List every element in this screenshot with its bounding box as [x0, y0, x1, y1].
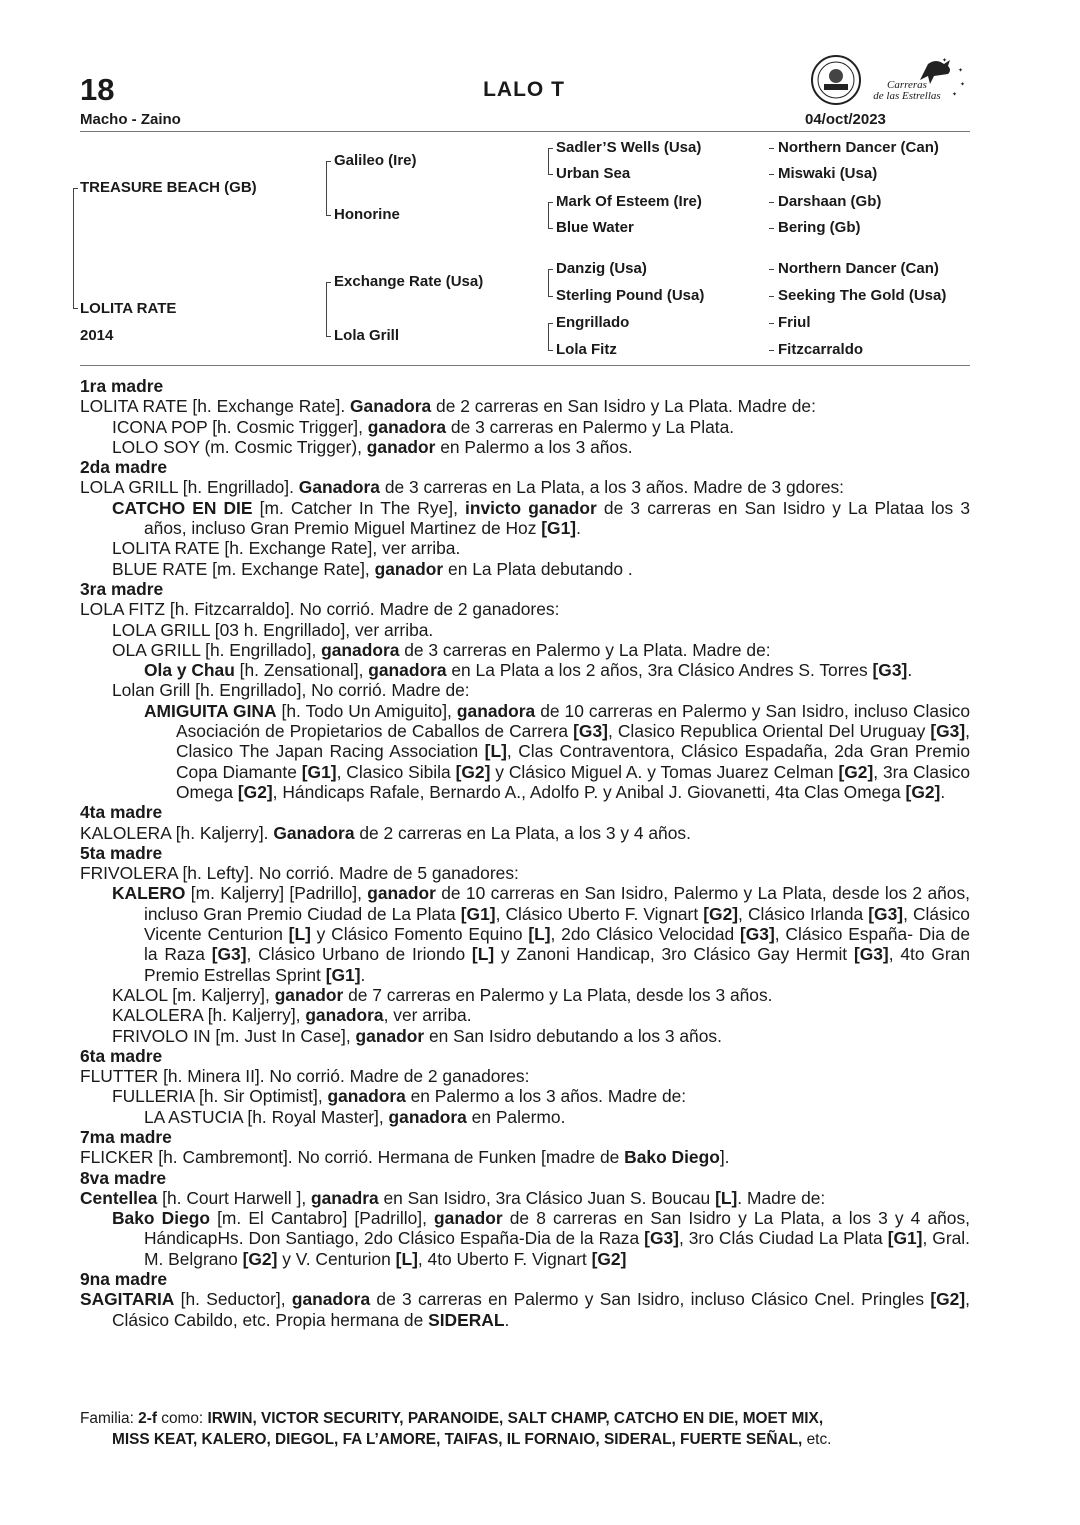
gen4-item: Northern Dancer (Can) [778, 260, 939, 277]
family-line: SAGITARIA [h. Seductor], ganadora de 3 carreras en Palermo y San Isidro, incluso Clásico Cnel. Pringles [G2], Clásico Cabildo, etc. Propia hermana de SIDERAL. [80, 1289, 970, 1330]
divider-bottom [80, 365, 970, 366]
gen4-item: Darshaan (Gb) [778, 193, 882, 210]
family-line: KALOLERA [h. Kaljerry], ganadora, ver arriba. [112, 1005, 472, 1026]
horse-name: LALO T [483, 78, 565, 101]
gen3-item: Sterling Pound (Usa) [556, 287, 705, 304]
section-heading: 5ta madre [80, 842, 163, 863]
sex-color: Macho - Zaino [80, 111, 181, 128]
catalog-date: 04/oct/2023 [805, 111, 886, 128]
family-line: ICONA POP [h. Cosmic Trigger], ganadora de 3 carreras en Palermo y La Plata. [112, 416, 735, 437]
family-line: LOLITA RATE [h. Exchange Rate]. Ganadora de 2 carreras en San Isidro y La Plata. Madre de: [80, 396, 816, 417]
gen4-item: Seeking The Gold (Usa) [778, 287, 947, 304]
female-family [80, 376, 970, 1330]
family-line: BLUE RATE [m. Exchange Rate], ganador en La Plata debutando . [112, 558, 633, 579]
svg-text:✦: ✦ [958, 68, 964, 74]
svg-text:✦: ✦ [942, 58, 948, 64]
gen3-item: Engrillado [556, 314, 630, 331]
sire: TREASURE BEACH (GB) [80, 179, 257, 196]
section-heading: 4ta madre [80, 802, 163, 823]
family-line: Bako Diego [m. El Cantabro] [Padrillo], ganador de 8 carreras en San Isidro y La Plata, a los 3 y 4 años, HándicapHs. Don Santiago, 2do Clásico España-Dia de la Raza [G3], 3ro Clás Ciudad La Plata [G1], Gral. M. Belgrano [G2] y V. Centurion [L], 4to Uberto F. Vignart [G2] [112, 1208, 971, 1269]
family-line: LOLA GRILL [03 h. Engrillado], ver arriba. [112, 619, 434, 640]
gen3-item: Lola Fitz [556, 341, 617, 358]
gen3-item: Danzig (Usa) [556, 260, 647, 277]
family-line: LOLO SOY (m. Cosmic Trigger), ganador en Palermo a los 3 años. [112, 436, 633, 457]
dam-year: 2014 [80, 327, 114, 344]
brand-text-1: Carreras [887, 79, 927, 91]
family-line: Lolan Grill [h. Engrillado], No corrió. Madre de: [112, 680, 470, 701]
family-line: LA ASTUCIA [h. Royal Master], ganadora en Palermo. [144, 1106, 566, 1127]
gen2-item: Galileo (Ire) [334, 152, 417, 169]
family-line: FULLERIA [h. Sir Optimist], ganadora en Palermo a los 3 años. Madre de: [112, 1086, 687, 1107]
section-heading: 7ma madre [80, 1126, 172, 1147]
lot-number: 18 [80, 72, 115, 107]
gen4-item: Bering (Gb) [778, 219, 861, 236]
family-line: AMIGUITA GINA [h. Todo Un Amiguito], ganadora de 10 carreras en Palermo y San Isidro, incluso Clasico Asociación de Propietarios de Caballos de Carrera [G3], Clasico Republica Oriental Del Uruguay [G3], Clasico The Japan Racing Association [L], Clas Contraventora, Clásico Espadaña, 2da Gran Premio Copa Diamante [G1], Clasico Sibila [G2] y Clásico Miguel A. y Tomas Juarez Celman [G2], 3ra Clasico Omega [G2], Hándicaps Rafale, Bernardo A., Adolfo P. y Anibal J. Giovanetti, 4ta Clas Omega [G2]. [144, 700, 970, 802]
familia-footer: Familia: 2-f como: IRWIN, VICTOR SECURITY, PARANOIDE, SALT CHAMP, CATCHO EN DIE, MOET MIX, MISS KEAT, KALERO, DIEGOL, FA L’AMORE, TAIFAS, IL FORNAIO, SIDERAL, FUERTE SEÑAL, etc. [80, 1410, 832, 1448]
logos [810, 52, 970, 108]
family-line: Centellea [h. Court Harwell ], ganadra en San Isidro, 3ra Clásico Juan S. Boucau [L]. Madre de: [80, 1187, 826, 1208]
gen2-item: Honorine [334, 206, 400, 223]
family-line: FRIVOLERA [h. Lefty]. No corrió. Madre de 5 ganadores: [80, 863, 519, 884]
family-line: KALOLERA [h. Kaljerry]. Ganadora de 2 carreras en La Plata, a los 3 y 4 años. [80, 822, 691, 843]
gen3-item: Urban Sea [556, 165, 631, 182]
family-line: Ola y Chau [h. Zensational], ganadora en La Plata a los 2 años, 3ra Clásico Andres S. Torres [G3]. [144, 660, 913, 681]
family-line: KALERO [m. Kaljerry] [Padrillo], ganador de 10 carreras en San Isidro, Palermo y La Plata, desde los 2 años, incluso Gran Premio Ciudad de La Plata [G1], Clásico Uberto F. Vignart [G2], Clásico Irlanda [G3], Clásico Vicente Centurion [L] y Clásico Fomento Equino [L], 2do Clásico Velocidad [G3], Clásico España- Dia de la Raza [G3], Clásico Urbano de Iriondo [L] y Zanoni Handicap, 3ro Clásico Gay Hermit [G3], 4to Gran Premio Estrellas Sprint [G1]. [112, 883, 970, 985]
gen3-item: Blue Water [556, 219, 634, 236]
section-heading: 2da madre [80, 457, 167, 478]
family-line: LOLA FITZ [h. Fitzcarraldo]. No corrió. Madre de 2 ganadores: [80, 599, 560, 620]
gen2-item: Lola Grill [334, 327, 400, 344]
svg-text:✦: ✦ [960, 82, 966, 88]
section-heading: 3ra madre [80, 578, 164, 599]
gen4-item: Friul [778, 314, 811, 331]
family-line: FLICKER [h. Cambremont]. No corrió. Hermana de Funken [madre de Bako Diego]. [80, 1147, 730, 1168]
family-line: CATCHO EN DIE [m. Catcher In The Rye], invicto ganador de 3 carreras en San Isidro y La Plataa los 3 años, incluso Gran Premio Miguel Martinez de Hoz [G1]. [112, 497, 971, 539]
family-line: KALOL [m. Kaljerry], ganador de 7 carreras en Palermo y La Plata, desde los 3 años. [112, 984, 773, 1005]
section-heading: 8va madre [80, 1167, 167, 1188]
gen4-item: Miswaki (Usa) [778, 165, 878, 182]
gen3-item: Mark Of Esteem (Ire) [556, 193, 702, 210]
family-line: LOLA GRILL [h. Engrillado]. Ganadora de 3 carreras en La Plata, a los 3 años. Madre de 3 gdores: [80, 477, 845, 498]
family-line: FRIVOLO IN [m. Just In Case], ganador en San Isidro debutando a los 3 años. [112, 1025, 722, 1046]
family-line: FLUTTER [h. Minera II]. No corrió. Madre de 2 ganadores: [80, 1066, 530, 1087]
svg-text:✦: ✦ [952, 92, 958, 98]
section-heading: 9na madre [80, 1269, 167, 1290]
section-heading: 1ra madre [80, 376, 164, 396]
gen2-item: Exchange Rate (Usa) [334, 273, 484, 290]
brand-text-2: de las Estrellas [873, 90, 941, 102]
gen3-item: Sadler’S Wells (Usa) [556, 139, 702, 156]
section-heading: 6ta madre [80, 1045, 163, 1066]
family-line: OLA GRILL [h. Engrillado], ganadora de 3 carreras en Palermo y La Plata. Madre de: [112, 639, 771, 660]
family-line: LOLITA RATE [h. Exchange Rate], ver arriba. [112, 538, 461, 559]
gen4-item: Fitzcarraldo [778, 341, 864, 358]
gen4-item: Northern Dancer (Can) [778, 139, 939, 156]
dam: LOLITA RATE [80, 300, 177, 317]
divider-top [80, 131, 970, 132]
